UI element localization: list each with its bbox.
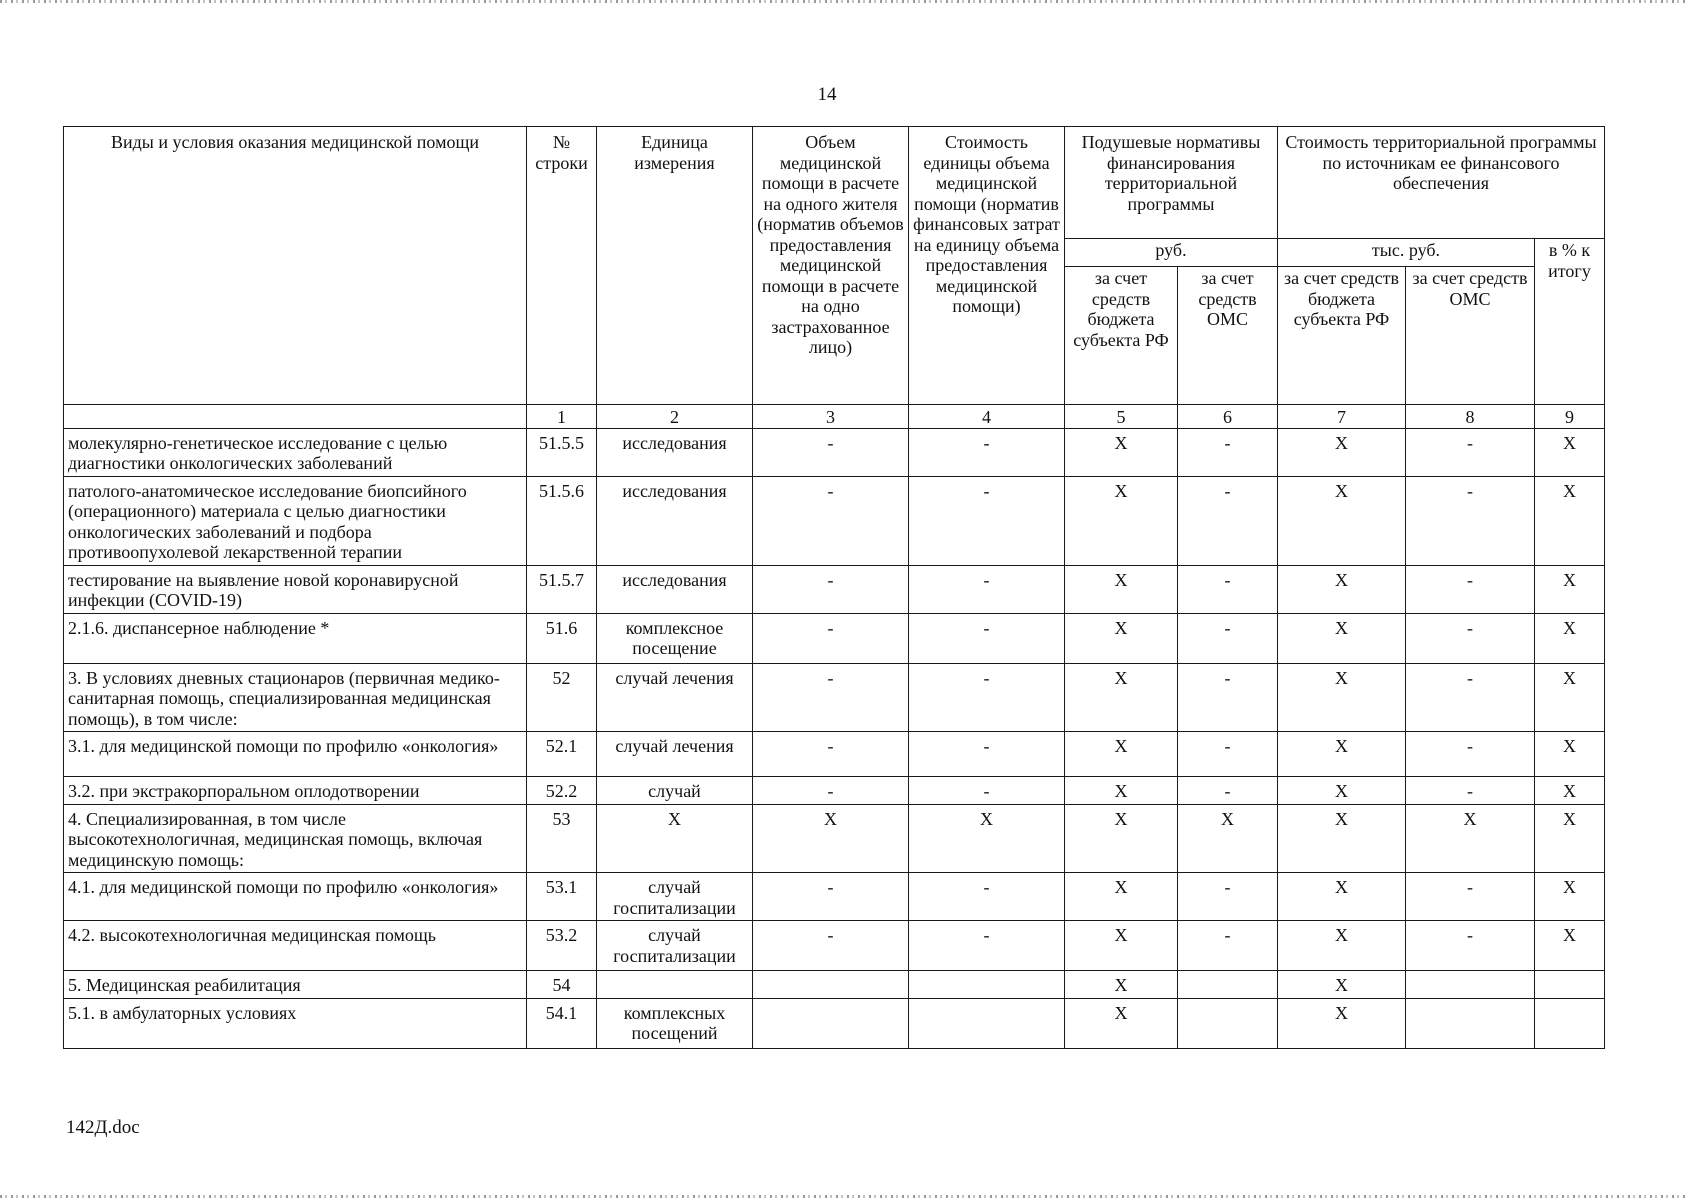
column-number-blank — [64, 405, 527, 429]
cell-unit-cost: X — [909, 804, 1065, 873]
cell-percent: X — [1535, 804, 1605, 873]
cell-percent: X — [1535, 428, 1605, 476]
row-line-number: 54.1 — [527, 998, 597, 1048]
row-unit: комплексных посещений — [597, 998, 753, 1048]
column-number: 9 — [1535, 405, 1605, 429]
cell-capita-budget: X — [1065, 613, 1178, 663]
cell-capita-budget: X — [1065, 428, 1178, 476]
row-line-number: 54 — [527, 971, 597, 999]
cell-capita-budget: X — [1065, 971, 1178, 999]
header-program-budget: за счет средств бюджета субъекта РФ — [1278, 267, 1406, 405]
row-unit: исследования — [597, 428, 753, 476]
row-unit: случай — [597, 777, 753, 805]
cell-percent: X — [1535, 613, 1605, 663]
cell-volume: - — [753, 428, 909, 476]
cell-capita-oms — [1178, 998, 1278, 1048]
cell-program-budget: X — [1278, 921, 1406, 971]
cell-capita-oms: - — [1178, 476, 1278, 565]
header-unit-percent: в % к итогу — [1535, 239, 1605, 405]
row-unit: исследования — [597, 476, 753, 565]
row-name: 5. Медицинская реабилитация — [64, 971, 527, 999]
cell-unit-cost: - — [909, 613, 1065, 663]
cell-volume: - — [753, 873, 909, 921]
cell-program-oms — [1406, 998, 1535, 1048]
cell-unit-cost: - — [909, 732, 1065, 777]
cell-capita-oms — [1178, 971, 1278, 999]
cell-percent: X — [1535, 777, 1605, 805]
header-unit: Единица измерения — [597, 127, 753, 405]
cell-volume: - — [753, 732, 909, 777]
table-row — [64, 998, 1605, 1048]
row-name: 4.2. высокотехнологичная медицинская помощь — [64, 921, 527, 971]
document-filename: 142Д.doc — [66, 1117, 140, 1138]
cell-unit-cost: - — [909, 428, 1065, 476]
cell-volume: - — [753, 777, 909, 805]
row-unit: комплексное посещение — [597, 613, 753, 663]
row-line-number: 51.5.7 — [527, 565, 597, 613]
row-name: 3.1. для медицинской помощи по профилю «онкология» — [64, 732, 527, 777]
cell-capita-oms: - — [1178, 613, 1278, 663]
row-line-number: 52.2 — [527, 777, 597, 805]
cell-program-oms: - — [1406, 663, 1535, 732]
cell-program-oms: - — [1406, 777, 1535, 805]
cell-program-budget: X — [1278, 777, 1406, 805]
cell-unit-cost — [909, 971, 1065, 999]
cell-volume: - — [753, 565, 909, 613]
cell-unit-cost — [909, 998, 1065, 1048]
table-row — [64, 777, 1605, 805]
page-number: 14 — [817, 84, 837, 105]
cell-program-oms: - — [1406, 613, 1535, 663]
row-name: 2.1.6. диспансерное наблюдение * — [64, 613, 527, 663]
cell-capita-budget: X — [1065, 663, 1178, 732]
cell-capita-budget: X — [1065, 998, 1178, 1048]
cell-program-budget: X — [1278, 804, 1406, 873]
cell-program-budget: X — [1278, 428, 1406, 476]
cell-program-oms: - — [1406, 476, 1535, 565]
cell-program-budget: X — [1278, 998, 1406, 1048]
header-line-number: № строки — [527, 127, 597, 405]
cell-unit-cost: - — [909, 777, 1065, 805]
header-unit-thousand-rub: тыс. руб. — [1278, 239, 1535, 267]
cell-volume: X — [753, 804, 909, 873]
cell-capita-oms: - — [1178, 732, 1278, 777]
row-name: 5.1. в амбулаторных условиях — [64, 998, 527, 1048]
table-row — [64, 476, 1605, 565]
column-number: 3 — [753, 405, 909, 429]
scan-edge-top — [0, 0, 1686, 3]
scan-edge-bottom — [0, 1195, 1686, 1198]
cell-program-budget: X — [1278, 613, 1406, 663]
table-row — [64, 732, 1605, 777]
cell-capita-oms: - — [1178, 428, 1278, 476]
table-header — [64, 127, 1605, 405]
cell-capita-budget: X — [1065, 476, 1178, 565]
header-unit-rub: руб. — [1065, 239, 1278, 267]
header-program-oms: за счет средств ОМС — [1406, 267, 1535, 405]
row-unit: случай лечения — [597, 663, 753, 732]
cell-volume — [753, 971, 909, 999]
table-row — [64, 428, 1605, 476]
row-name: патолого-анатомическое исследование биопсийного (операционного) материала с целью диагностики онкологических заболеваний и подбора противоопухолевой лекарственной терапии — [64, 476, 527, 565]
cell-unit-cost: - — [909, 476, 1065, 565]
row-name: 3. В условиях дневных стационаров (первичная медико-санитарная помощь, специализированная медицинская помощь), в том числе: — [64, 663, 527, 732]
table-row — [64, 565, 1605, 613]
column-number: 8 — [1406, 405, 1535, 429]
cell-program-budget: X — [1278, 476, 1406, 565]
cell-capita-oms: - — [1178, 565, 1278, 613]
row-line-number: 53.2 — [527, 921, 597, 971]
cell-program-oms: - — [1406, 428, 1535, 476]
cell-unit-cost: - — [909, 873, 1065, 921]
header-capita-budget: за счет средств бюджета субъекта РФ — [1065, 267, 1178, 405]
cell-capita-oms: - — [1178, 873, 1278, 921]
cell-program-oms: - — [1406, 873, 1535, 921]
row-unit: случай лечения — [597, 732, 753, 777]
cell-capita-budget: X — [1065, 873, 1178, 921]
row-line-number: 52 — [527, 663, 597, 732]
cell-volume: - — [753, 613, 909, 663]
column-number: 6 — [1178, 405, 1278, 429]
row-line-number: 51.6 — [527, 613, 597, 663]
cell-percent: X — [1535, 476, 1605, 565]
row-line-number: 53 — [527, 804, 597, 873]
cell-unit-cost: - — [909, 921, 1065, 971]
cell-program-budget: X — [1278, 663, 1406, 732]
row-line-number: 52.1 — [527, 732, 597, 777]
row-name: 4. Специализированная, в том числе высокотехнологичная, медицинская помощь, включая медицинскую помощь: — [64, 804, 527, 873]
table-row — [64, 613, 1605, 663]
cell-capita-oms: - — [1178, 921, 1278, 971]
header-program-cost-group: Стоимость территориальной программы по источникам ее финансового обеспечения — [1278, 127, 1605, 239]
column-number: 7 — [1278, 405, 1406, 429]
cell-percent — [1535, 971, 1605, 999]
cell-program-oms — [1406, 971, 1535, 999]
cell-program-oms: - — [1406, 921, 1535, 971]
row-unit: случай госпитализации — [597, 873, 753, 921]
table-row — [64, 971, 1605, 999]
row-unit: исследования — [597, 565, 753, 613]
cell-capita-budget: X — [1065, 921, 1178, 971]
column-number: 1 — [527, 405, 597, 429]
column-number: 2 — [597, 405, 753, 429]
header-per-capita-group: Подушевые нормативы финансирования территориальной программы — [1065, 127, 1278, 239]
cell-percent: X — [1535, 663, 1605, 732]
row-line-number: 51.5.6 — [527, 476, 597, 565]
cell-program-oms: - — [1406, 732, 1535, 777]
cell-capita-budget: X — [1065, 732, 1178, 777]
cell-program-oms: - — [1406, 565, 1535, 613]
row-unit: случай госпитализации — [597, 921, 753, 971]
cell-program-oms: X — [1406, 804, 1535, 873]
cell-percent: X — [1535, 873, 1605, 921]
cell-volume: - — [753, 663, 909, 732]
cell-volume: - — [753, 476, 909, 565]
row-unit: X — [597, 804, 753, 873]
row-unit — [597, 971, 753, 999]
column-number: 5 — [1065, 405, 1178, 429]
financing-table — [63, 126, 1605, 1049]
cell-capita-oms: - — [1178, 777, 1278, 805]
table-row — [64, 663, 1605, 732]
cell-unit-cost: - — [909, 565, 1065, 613]
cell-percent: X — [1535, 732, 1605, 777]
cell-capita-oms: - — [1178, 663, 1278, 732]
cell-program-budget: X — [1278, 732, 1406, 777]
cell-capita-budget: X — [1065, 565, 1178, 613]
row-name: 4.1. для медицинской помощи по профилю «онкология» — [64, 873, 527, 921]
cell-program-budget: X — [1278, 873, 1406, 921]
cell-capita-budget: X — [1065, 777, 1178, 805]
header-volume: Объем медицинской помощи в расчете на одного жителя (норматив объемов предоставления медицинской помощи в расчете на одно застрахованное лицо) — [753, 127, 909, 405]
row-name: 3.2. при экстракорпоральном оплодотворении — [64, 777, 527, 805]
cell-program-budget: X — [1278, 971, 1406, 999]
cell-program-budget: X — [1278, 565, 1406, 613]
cell-unit-cost: - — [909, 663, 1065, 732]
column-number-row — [64, 405, 1605, 429]
cell-percent: X — [1535, 921, 1605, 971]
table-row — [64, 921, 1605, 971]
table-body — [64, 405, 1605, 1049]
table-row — [64, 804, 1605, 873]
cell-percent: X — [1535, 565, 1605, 613]
row-line-number: 53.1 — [527, 873, 597, 921]
header-capita-oms: за счет средств ОМС — [1178, 267, 1278, 405]
cell-volume — [753, 998, 909, 1048]
column-number: 4 — [909, 405, 1065, 429]
cell-capita-oms: X — [1178, 804, 1278, 873]
header-unit-cost: Стоимость единицы объема медицинской помощи (норматив финансовых затрат на единицу объема предоставления медицинской помощи) — [909, 127, 1065, 405]
row-name: молекулярно-генетическое исследование с целью диагностики онкологических заболеваний — [64, 428, 527, 476]
cell-volume: - — [753, 921, 909, 971]
cell-capita-budget: X — [1065, 804, 1178, 873]
row-name: тестирование на выявление новой коронавирусной инфекции (COVID-19) — [64, 565, 527, 613]
header-type: Виды и условия оказания медицинской помощи — [64, 127, 527, 405]
row-line-number: 51.5.5 — [527, 428, 597, 476]
table-row — [64, 873, 1605, 921]
cell-percent — [1535, 998, 1605, 1048]
